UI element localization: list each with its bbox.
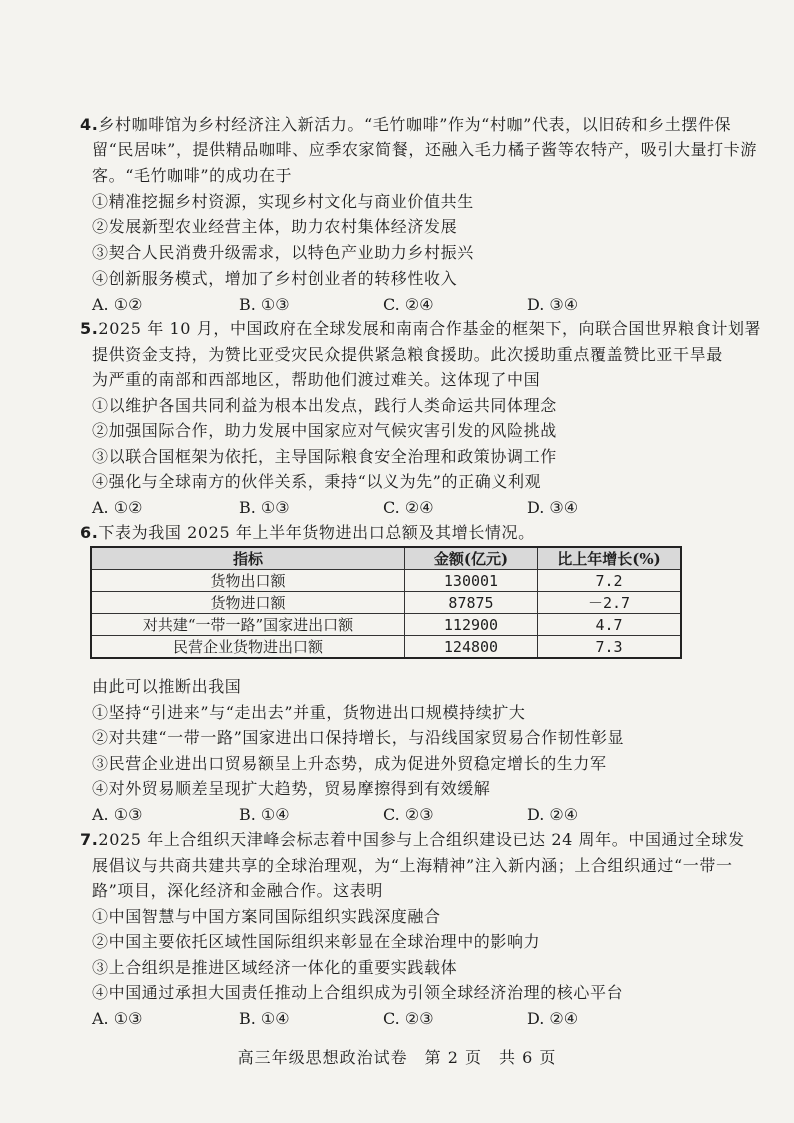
- option-a: A. ①②: [92, 295, 143, 314]
- table-cell: 对共建“一带一路”国家进出口额: [91, 614, 405, 636]
- table-cell: 130001: [405, 570, 538, 592]
- choice-item: ①以维护各国共同利益为根本出发点，践行人类命运共同体理念: [92, 396, 557, 415]
- choice-item: ④中国通过承担大国责任推动上合组织成为引领全球经济治理的核心平台: [92, 983, 624, 1002]
- table-cell: 货物进口额: [91, 592, 405, 614]
- question-4-line-3: 客。“毛竹咖啡”的成功在于: [92, 166, 293, 185]
- choice-item: ①坚持“引进来”与“走出去”并重，货物进出口规模持续扩大: [92, 703, 526, 722]
- column-header: 比上年增长(%): [538, 547, 682, 570]
- choice-item: ②加强国际合作，助力发展中国家应对气候灾害引发的风险挑战: [92, 421, 557, 440]
- question-number: 6.: [80, 523, 99, 542]
- choice-item: ③上合组织是推进区域经济一体化的重要实践载体: [92, 958, 458, 977]
- option-b: B. ①③: [239, 498, 290, 517]
- option-b: B. ①③: [239, 295, 290, 314]
- table-cell: 87875: [405, 592, 538, 614]
- table-cell: 7.3: [538, 636, 682, 659]
- option-b: B. ①④: [239, 805, 290, 824]
- column-header: 金额(亿元): [405, 547, 538, 570]
- option-a: A. ①③: [92, 1009, 143, 1028]
- option-d: D. ③④: [527, 498, 579, 517]
- question-7-line-1: 7.2025 年上合组织天津峰会标志着中国参与上合组织建设已达 24 周年。中国通过全球发: [80, 830, 745, 849]
- table-header-row: [91, 547, 681, 570]
- trade-table: [90, 546, 682, 659]
- choice-item: ④创新服务模式，增加了乡村创业者的转移性收入: [92, 269, 458, 288]
- question-4-line-1: 4.乡村咖啡馆为乡村经济注入新活力。“毛竹咖啡”作为“村咖”代表，以旧砖和乡土摆件保: [80, 115, 732, 134]
- option-a: A. ①③: [92, 805, 143, 824]
- table-cell: －2.7: [538, 592, 682, 614]
- choice-item: ②对共建“一带一路”国家进出口保持增长，与沿线国家贸易合作韧性彰显: [92, 728, 625, 747]
- question-number: 7.: [80, 830, 99, 849]
- table-row: [91, 570, 681, 592]
- table-row: [91, 592, 681, 614]
- option-d: D. ②④: [527, 805, 579, 824]
- choice-item: ①精准挖掘乡村资源，实现乡村文化与商业价值共生: [92, 192, 474, 211]
- table-row: [91, 636, 681, 659]
- table-cell: 124800: [405, 636, 538, 659]
- choice-item: ③民营企业进出口贸易额呈上升态势，成为促进外贸稳定增长的生力军: [92, 754, 607, 773]
- question-number: 5.: [80, 319, 99, 338]
- choice-item: ②中国主要依托区域性国际组织来彰显在全球治理中的影响力: [92, 932, 541, 951]
- table-cell: 7.2: [538, 570, 682, 592]
- question-5-line-2: 提供资金支持，为赞比亚受灾民众提供紧急粮食援助。此次援助重点覆盖赞比亚干旱最: [92, 345, 723, 364]
- option-c: C. ②③: [383, 805, 434, 824]
- option-c: C. ②④: [383, 295, 434, 314]
- question-5-line-3: 为严重的南部和西部地区，帮助他们渡过难关。这体现了中国: [92, 370, 541, 389]
- question-5-line-1: 5.2025 年 10 月，中国政府在全球发展和南南合作基金的框架下，向联合国世界粮食计划署: [80, 319, 762, 338]
- table-cell: 货物出口额: [91, 570, 405, 592]
- page-footer: 高三年级思想政治试卷 第 2 页 共 6 页: [237, 1048, 557, 1067]
- question-6-line-1: 6.下表为我国 2025 年上半年货物进出口总额及其增长情况。: [80, 523, 535, 542]
- question-7-line-3: 路”项目，深化经济和金融合作。这表明: [92, 881, 383, 900]
- column-header: 指标: [91, 547, 405, 570]
- choice-item: ④强化与全球南方的伙伴关系，秉持“以义为先”的正确义利观: [92, 472, 542, 491]
- question-6-stem: 由此可以推断出我国: [92, 677, 242, 696]
- option-b: B. ①④: [239, 1009, 290, 1028]
- question-7-line-2: 展倡议与共商共建共享的全球治理观，为“上海精神”注入新内涵；上合组织通过“一带一: [92, 856, 733, 875]
- choice-item: ④对外贸易顺差呈现扩大趋势，贸易摩擦得到有效缓解: [92, 779, 491, 798]
- table-cell: 4.7: [538, 614, 682, 636]
- question-4-line-2: 留“民居味”，提供精品咖啡、应季农家简餐，还融入毛力橘子酱等农特产，吸引大量打卡游: [92, 140, 757, 159]
- option-c: C. ②③: [383, 1009, 434, 1028]
- choice-item: ①中国智慧与中国方案同国际组织实践深度融合: [92, 907, 441, 926]
- option-c: C. ②④: [383, 498, 434, 517]
- table-cell: 112900: [405, 614, 538, 636]
- choice-item: ③契合人民消费升级需求，以特色产业助力乡村振兴: [92, 243, 474, 262]
- table-cell: 民营企业货物进出口额: [91, 636, 405, 659]
- question-number: 4.: [80, 115, 99, 134]
- choice-item: ②发展新型农业经营主体，助力农村集体经济发展: [92, 217, 458, 236]
- table-row: [91, 614, 681, 636]
- option-d: D. ②④: [527, 1009, 579, 1028]
- choice-item: ③以联合国框架为依托，主导国际粮食安全治理和政策协调工作: [92, 447, 557, 466]
- option-d: D. ③④: [527, 295, 579, 314]
- option-a: A. ①②: [92, 498, 143, 517]
